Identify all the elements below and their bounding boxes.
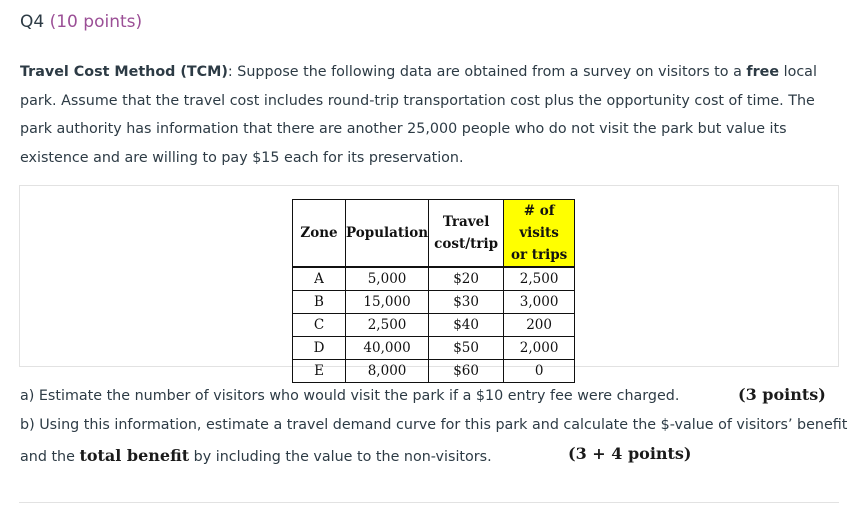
question-header — [20, 12, 142, 32]
method-title: Travel Cost Method (TCM) — [20, 64, 228, 80]
table-header-row — [293, 200, 575, 268]
question-points: (10 points) — [49, 12, 143, 32]
cell-zone: A — [293, 267, 346, 291]
question-b-points: (3 + 4 points) — [568, 444, 692, 463]
question-label: Q4 — [20, 12, 45, 32]
cell-zone: D — [293, 337, 346, 360]
cell-zone: B — [293, 291, 346, 314]
header-visits — [504, 200, 575, 268]
cell-visits: 2,500 — [504, 267, 575, 291]
header-travel-cost-line2: cost/trip — [434, 236, 499, 252]
cell-population: 5,000 — [346, 267, 429, 291]
cell-cost: $30 — [429, 291, 504, 314]
tcm-data-table — [292, 199, 575, 383]
header-travel-cost — [429, 200, 504, 268]
cell-population: 8,000 — [346, 360, 429, 383]
question-b-text-line1: b) Using this information, estimate a travel demand curve for this park and calculate the $-value of visitors’ benefit — [20, 417, 848, 433]
question-b-post: by including the value to the non-visitors. — [189, 449, 492, 465]
question-b-pre: and the — [20, 449, 80, 465]
table-row — [293, 360, 575, 383]
cell-zone: C — [293, 314, 346, 337]
table-row — [293, 291, 575, 314]
intro-text-2: local park. Assume that the travel cost includes round-trip transportation cost plus the opportunity cost of time. The park authority has information that there are another 25,000 people who do not visit the park but value its existence and are willing to pay $15 each for its preservation. — [20, 64, 817, 166]
question-intro — [20, 58, 842, 172]
cell-cost: $20 — [429, 267, 504, 291]
cell-visits: 3,000 — [504, 291, 575, 314]
free-word: free — [746, 64, 780, 80]
question-a-text: a) Estimate the number of visitors who would visit the park if a $10 entry fee were charged. — [20, 388, 680, 404]
question-b-text-line2 — [20, 446, 492, 465]
cell-zone: E — [293, 360, 346, 383]
table-container — [19, 185, 839, 379]
bottom-divider — [19, 502, 839, 503]
cell-cost: $50 — [429, 337, 504, 360]
question-a-points: (3 points) — [738, 385, 826, 404]
table-row — [293, 314, 575, 337]
cell-population: 15,000 — [346, 291, 429, 314]
cell-cost: $40 — [429, 314, 504, 337]
header-zone: Zone — [293, 200, 346, 268]
total-benefit-term: total benefit — [79, 446, 190, 465]
cell-visits: 0 — [504, 360, 575, 383]
header-visits-line2: or trips — [510, 247, 568, 263]
table-row — [293, 337, 575, 360]
cell-cost: $60 — [429, 360, 504, 383]
header-population: Population — [346, 200, 429, 268]
cell-population: 2,500 — [346, 314, 429, 337]
table-row — [293, 267, 575, 291]
cell-visits: 2,000 — [504, 337, 575, 360]
header-visits-line1: # of visits — [519, 203, 559, 241]
cell-population: 40,000 — [346, 337, 429, 360]
cell-visits: 200 — [504, 314, 575, 337]
header-travel-cost-line1: Travel — [442, 214, 490, 230]
intro-text-1: : Suppose the following data are obtained from a survey on visitors to a — [227, 64, 747, 80]
